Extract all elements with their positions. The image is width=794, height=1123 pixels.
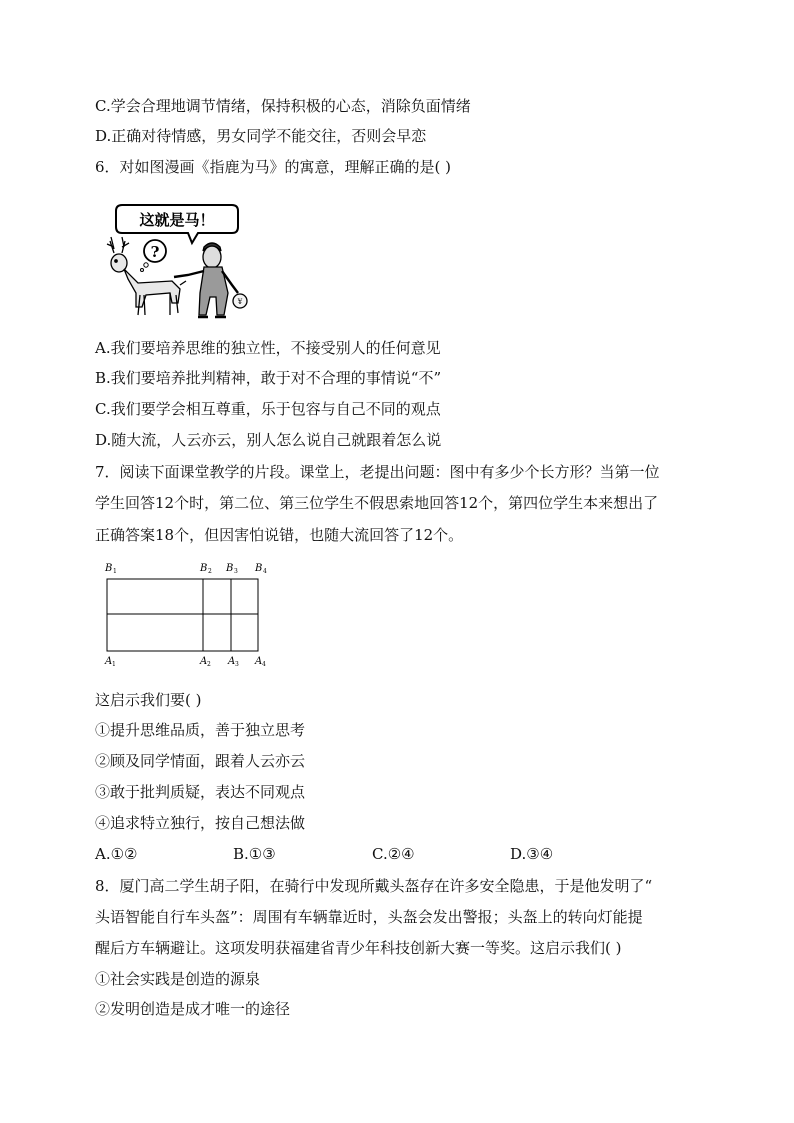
label-a4: A bbox=[255, 656, 263, 667]
label-a1-sub: 1 bbox=[112, 661, 116, 668]
q8-stem-line1: 8．厦门高二学生胡子阳，在骑行中发现所戴头盔存在许多安全隐患，于是他发明了“ bbox=[95, 877, 653, 895]
question-mark: ? bbox=[150, 243, 160, 261]
q7-stem-line2: 学生回答12个时，第二位、第三位学生不假思索地回答12个，第四位学生本来想出了 bbox=[95, 494, 659, 512]
q7-statement-3: ③敢于批判质疑，表达不同观点 bbox=[95, 783, 306, 801]
q7-choice-a: A.①② bbox=[95, 845, 138, 863]
q7-prompt: 这启示我们要( ) bbox=[95, 691, 202, 709]
q6-option-d: D.随大流，人云亦云，别人怎么说自己就跟着怎么说 bbox=[95, 431, 442, 449]
man-drawing bbox=[174, 243, 247, 317]
q8-stem-line3: 醒后方车辆避让。这项发明获福建省青少年科技创新大赛一等奖。这启示我们( ) bbox=[95, 939, 622, 957]
q7-stem-line1: 7．阅读下面课堂教学的片段。课堂上，老提出问题：图中有多少个长方形？当第一位 bbox=[95, 463, 660, 481]
q8-stem-line2: 头语智能自行车头盔”：周围有车辆靠近时，头盔会发出警报；头盔上的转向灯能提 bbox=[95, 908, 643, 926]
cartoon-image bbox=[100, 197, 260, 325]
label-b4: B bbox=[255, 563, 263, 574]
rectangle-figure bbox=[100, 558, 275, 672]
q6-option-a: A.我们要培养思维的独立性，不接受别人的任何意见 bbox=[95, 339, 441, 357]
label-a2: A bbox=[200, 656, 208, 667]
q7-statement-4: ④追求特立独行，按自己想法做 bbox=[95, 814, 306, 832]
question-bubble bbox=[141, 240, 167, 272]
rectangle-grid bbox=[107, 579, 258, 651]
q7-stem-line3: 正确答案18个，但因害怕说错，也随大流回答了12个。 bbox=[95, 526, 464, 544]
q8-statement-2: ②发明创造是成才唯一的途径 bbox=[95, 1000, 291, 1018]
q8-statement-1: ①社会实践是创造的源泉 bbox=[95, 970, 261, 988]
label-a1: A bbox=[105, 656, 113, 667]
label-b2: B bbox=[200, 563, 208, 574]
q6-option-b: B.我们要培养批判精神，敢于对不合理的事情说“不” bbox=[95, 369, 442, 387]
q6-stem: 6．对如图漫画《指鹿为马》的寓意，理解正确的是( ) bbox=[95, 158, 452, 176]
speech-bubble bbox=[116, 205, 238, 243]
label-a3-sub: 3 bbox=[235, 661, 239, 668]
q5-option-d: D.正确对待情感，男女同学不能交往，否则会早恋 bbox=[95, 127, 427, 145]
label-a3: A bbox=[228, 656, 236, 667]
label-b3-sub: 3 bbox=[234, 568, 238, 575]
speech-text: 这就是马！ bbox=[139, 211, 215, 229]
label-a2-sub: 2 bbox=[207, 661, 211, 668]
q6-option-c: C.我们要学会相互尊重，乐于包容与自己不同的观点 bbox=[95, 400, 441, 418]
q7-choices bbox=[95, 845, 615, 865]
label-b4-sub: 4 bbox=[263, 568, 267, 575]
label-a4-sub: 4 bbox=[262, 661, 266, 668]
q7-statement-1: ①提升思维品质，善于独立思考 bbox=[95, 721, 306, 739]
q7-statement-2: ②顾及同学情面，跟着人云亦云 bbox=[95, 752, 306, 770]
q7-choice-d: D.③④ bbox=[510, 845, 554, 863]
label-b3: B bbox=[226, 563, 234, 574]
label-b1-sub: 1 bbox=[113, 568, 117, 575]
q7-choice-b: B.①③ bbox=[233, 845, 276, 863]
svg-text:¥: ¥ bbox=[237, 298, 243, 306]
label-b2-sub: 2 bbox=[208, 568, 212, 575]
label-b1: B bbox=[105, 563, 113, 574]
q7-choice-c: C.②④ bbox=[372, 845, 415, 863]
q5-option-c: C.学会合理地调节情绪，保持积极的心态，消除负面情绪 bbox=[95, 97, 471, 115]
